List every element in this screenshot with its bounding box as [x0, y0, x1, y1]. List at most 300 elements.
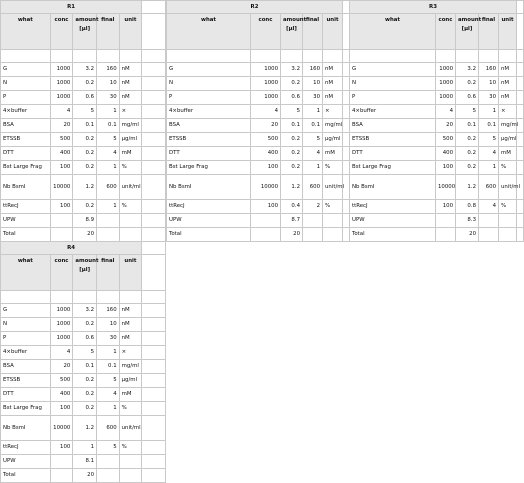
table-row — [350, 105, 524, 119]
table-row — [1, 346, 166, 360]
column-header-amount: amount [µl] — [73, 255, 97, 291]
empty-cell — [142, 63, 166, 77]
cell-final: 10 — [479, 77, 499, 91]
empty-cell — [281, 50, 303, 63]
table-row — [167, 175, 350, 200]
cell-what: BSA — [1, 360, 51, 374]
cell-unit: µg/ml — [323, 133, 343, 147]
cell-conc: 1000 — [50, 91, 73, 105]
cell-what: ETSSB — [167, 133, 251, 147]
table-row — [167, 77, 350, 91]
cell-final: 30 — [303, 91, 323, 105]
cell-what: ttRecJ — [1, 441, 51, 455]
cell-unit: nM — [499, 63, 517, 77]
cell-unit: µg/ml — [119, 374, 142, 388]
table-header-row — [1, 14, 166, 50]
cell-conc: 10000 — [50, 416, 73, 441]
table-row — [167, 228, 350, 242]
cell-conc: 1000 — [50, 77, 73, 91]
column-header-final: final — [97, 14, 120, 50]
column-header-conc: conc — [50, 14, 73, 50]
cell-unit: mM — [499, 147, 517, 161]
empty-cell — [517, 200, 524, 214]
cell-final: 600 — [303, 175, 323, 200]
empty-cell — [142, 332, 166, 346]
table-row — [1, 469, 166, 483]
cell-what: Bst Large Frag — [1, 402, 51, 416]
table-r4 — [0, 241, 166, 483]
empty-cell — [1, 291, 51, 304]
cell-amount: 0.2 — [73, 77, 97, 91]
cell-conc: 100 — [50, 161, 73, 175]
table-row — [1, 161, 166, 175]
cell-final: 10 — [97, 77, 120, 91]
cell-unit: mg/ml — [499, 119, 517, 133]
cell-what: ttRecJ — [1, 200, 51, 214]
table-row — [350, 63, 524, 77]
cell-unit: nM — [323, 77, 343, 91]
cell-final: 1 — [479, 161, 499, 175]
empty-cell — [142, 360, 166, 374]
table-row — [167, 147, 350, 161]
column-header-what: what — [167, 14, 251, 50]
cell-what: UPW — [1, 214, 51, 228]
cell-conc: 4 — [50, 105, 73, 119]
cell-unit: mg/ml — [323, 119, 343, 133]
cell-unit — [499, 214, 517, 228]
cell-what: BSA — [167, 119, 251, 133]
cell-final: 10 — [97, 318, 120, 332]
cell-conc: 500 — [436, 133, 456, 147]
cell-amount: 1.2 — [456, 175, 479, 200]
cell-conc: 4 — [251, 105, 281, 119]
cell-what: Total — [1, 228, 51, 242]
cell-final: 5 — [97, 374, 120, 388]
cell-what: N — [1, 77, 51, 91]
cell-what: ttRecJ — [167, 200, 251, 214]
cell-unit: nM — [119, 63, 142, 77]
empty-cell — [142, 91, 166, 105]
cell-amount: 20 — [73, 469, 97, 483]
table-row — [1, 416, 166, 441]
cell-unit — [323, 214, 343, 228]
cell-what: ttRecJ — [350, 200, 436, 214]
cell-final: 4 — [97, 147, 120, 161]
cell-final — [479, 228, 499, 242]
cell-unit: × — [323, 105, 343, 119]
cell-final: 600 — [97, 416, 120, 441]
cell-amount: 8.7 — [281, 214, 303, 228]
cell-final: 1 — [97, 161, 120, 175]
cell-final: 1 — [97, 346, 120, 360]
cell-amount: 5 — [73, 346, 97, 360]
cell-amount: 8.3 — [456, 214, 479, 228]
cell-conc — [50, 469, 73, 483]
empty-cell — [499, 50, 517, 63]
cell-amount: 0.2 — [456, 133, 479, 147]
empty-cell — [517, 147, 524, 161]
cell-final: 1 — [97, 105, 120, 119]
cell-conc: 20 — [50, 119, 73, 133]
cell-what: P — [1, 91, 51, 105]
cell-conc: 100 — [251, 161, 281, 175]
cell-amount: 0.2 — [456, 77, 479, 91]
cell-unit: unit/ml — [323, 175, 343, 200]
empty-cell — [142, 119, 166, 133]
cell-unit: mM — [119, 388, 142, 402]
table-row — [167, 105, 350, 119]
cell-amount: 0.2 — [73, 200, 97, 214]
cell-final: 1 — [479, 105, 499, 119]
cell-what: Bst Large Frag — [1, 161, 51, 175]
cell-unit: % — [323, 200, 343, 214]
table-row — [350, 77, 524, 91]
cell-final: 4 — [303, 147, 323, 161]
cell-amount: 0.2 — [456, 161, 479, 175]
cell-final: 5 — [97, 133, 120, 147]
cell-amount: 0.6 — [73, 91, 97, 105]
cell-conc: 1000 — [436, 77, 456, 91]
empty-cell — [142, 147, 166, 161]
cell-unit: % — [119, 402, 142, 416]
cell-unit: unit/ml — [119, 416, 142, 441]
cell-unit — [499, 228, 517, 242]
cell-amount: 0.2 — [281, 133, 303, 147]
table-row — [1, 318, 166, 332]
cell-final: 160 — [479, 63, 499, 77]
empty-cell — [517, 228, 524, 242]
empty-cell — [142, 304, 166, 318]
cell-amount: 0.2 — [281, 147, 303, 161]
empty-cell — [517, 133, 524, 147]
cell-amount: 0.2 — [73, 374, 97, 388]
cell-unit — [323, 228, 343, 242]
cell-amount: 3.2 — [73, 304, 97, 318]
table-row — [167, 200, 350, 214]
cell-final — [97, 214, 120, 228]
cell-conc: 400 — [436, 147, 456, 161]
empty-cell — [142, 416, 166, 441]
cell-final: 0.1 — [479, 119, 499, 133]
blank-row — [1, 291, 166, 304]
table-row — [167, 214, 350, 228]
column-header-conc: conc — [251, 14, 281, 50]
cell-unit: % — [499, 161, 517, 175]
cell-what: N — [1, 318, 51, 332]
cell-what: Total — [350, 228, 436, 242]
cell-final: 30 — [479, 91, 499, 105]
cell-conc: 1000 — [50, 63, 73, 77]
cell-unit: unit/ml — [499, 175, 517, 200]
cell-unit: × — [119, 346, 142, 360]
cell-conc: 1000 — [251, 63, 281, 77]
cell-amount: 3.2 — [73, 63, 97, 77]
column-header-final: final — [303, 14, 323, 50]
table-row — [167, 133, 350, 147]
empty-cell — [119, 50, 142, 63]
table-title-row — [350, 1, 524, 14]
empty-cell — [142, 455, 166, 469]
cell-amount: 20 — [73, 228, 97, 242]
empty-cell — [142, 50, 166, 63]
cell-final: 1 — [97, 402, 120, 416]
empty-cell — [50, 50, 73, 63]
empty-cell — [142, 161, 166, 175]
column-header-unit: unit — [323, 14, 343, 50]
blank-row — [1, 50, 166, 63]
cell-what: Bst Large Frag — [350, 161, 436, 175]
table-header-row — [1, 255, 166, 291]
empty-cell — [142, 388, 166, 402]
cell-amount: 0.4 — [281, 200, 303, 214]
cell-what: 4×buffer — [167, 105, 251, 119]
table-row — [1, 402, 166, 416]
empty-cell — [167, 50, 251, 63]
cell-what: ETSSB — [1, 374, 51, 388]
column-header-what: what — [1, 255, 51, 291]
cell-unit: mg/ml — [119, 119, 142, 133]
cell-unit: µg/ml — [119, 133, 142, 147]
column-header-what: what — [1, 14, 51, 50]
table-title: R2 — [167, 1, 343, 14]
cell-final: 1 — [303, 105, 323, 119]
cell-what: DTT — [1, 388, 51, 402]
cell-conc: 1000 — [436, 63, 456, 77]
cell-amount: 0.2 — [73, 388, 97, 402]
cell-amount: 0.6 — [456, 91, 479, 105]
cell-amount: 0.1 — [73, 119, 97, 133]
cell-final: 2 — [303, 200, 323, 214]
empty-cell — [517, 1, 524, 14]
cell-what: BSA — [1, 119, 51, 133]
cell-unit: × — [119, 105, 142, 119]
empty-cell — [142, 228, 166, 242]
cell-unit — [119, 228, 142, 242]
cell-amount: 20 — [456, 228, 479, 242]
cell-unit: % — [323, 161, 343, 175]
table-row — [167, 119, 350, 133]
cell-final: 600 — [97, 175, 120, 200]
cell-final — [479, 214, 499, 228]
table-title-row — [167, 1, 350, 14]
cell-amount: 0.1 — [456, 119, 479, 133]
table-row — [1, 332, 166, 346]
empty-cell — [479, 50, 499, 63]
cell-final: 4 — [97, 388, 120, 402]
cell-what: Nb BsmI — [167, 175, 251, 200]
empty-cell — [517, 161, 524, 175]
cell-conc: 100 — [50, 200, 73, 214]
cell-amount: 1 — [73, 441, 97, 455]
cell-final: 160 — [97, 304, 120, 318]
cell-conc — [436, 228, 456, 242]
table-row — [1, 228, 166, 242]
empty-cell — [142, 200, 166, 214]
table-row — [1, 441, 166, 455]
cell-conc: 1000 — [251, 91, 281, 105]
cell-what: DTT — [350, 147, 436, 161]
cell-amount: 0.2 — [456, 147, 479, 161]
table-title: R4 — [1, 242, 142, 255]
cell-unit: nM — [119, 332, 142, 346]
column-header-final: final — [479, 14, 499, 50]
cell-amount: 0.2 — [73, 318, 97, 332]
cell-amount: 0.6 — [281, 91, 303, 105]
cell-conc — [50, 214, 73, 228]
cell-what: UPW — [1, 455, 51, 469]
empty-cell — [142, 242, 166, 255]
empty-cell — [73, 50, 97, 63]
empty-cell — [142, 175, 166, 200]
table-row — [350, 133, 524, 147]
cell-conc: 100 — [251, 200, 281, 214]
cell-conc: 1000 — [50, 332, 73, 346]
empty-cell — [517, 91, 524, 105]
table-title: R3 — [350, 1, 517, 14]
table-row — [1, 360, 166, 374]
empty-cell — [350, 50, 436, 63]
cell-conc: 20 — [50, 360, 73, 374]
empty-cell — [142, 374, 166, 388]
table-row — [1, 455, 166, 469]
table-row — [350, 161, 524, 175]
column-header-conc: conc — [436, 14, 456, 50]
cell-conc: 20 — [251, 119, 281, 133]
cell-conc — [251, 228, 281, 242]
table-row — [1, 63, 166, 77]
cell-amount: 3.2 — [456, 63, 479, 77]
cell-conc: 100 — [436, 161, 456, 175]
cell-final: 5 — [97, 441, 120, 455]
empty-cell — [142, 346, 166, 360]
cell-conc — [50, 455, 73, 469]
table-row — [350, 228, 524, 242]
cell-amount: 8.9 — [73, 214, 97, 228]
table-row — [350, 214, 524, 228]
cell-conc: 500 — [50, 133, 73, 147]
empty-cell — [142, 214, 166, 228]
empty-cell — [142, 291, 166, 304]
blank-row — [350, 50, 524, 63]
cell-final: 160 — [303, 63, 323, 77]
cell-what: Nb BsmI — [350, 175, 436, 200]
table-title: R1 — [1, 1, 142, 14]
table-header-row — [167, 14, 350, 50]
table-row — [1, 119, 166, 133]
cell-what: UPW — [167, 214, 251, 228]
cell-amount: 3.2 — [281, 63, 303, 77]
cell-what: P — [167, 91, 251, 105]
cell-final: 1 — [303, 161, 323, 175]
cell-what: G — [167, 63, 251, 77]
empty-cell — [142, 441, 166, 455]
cell-conc: 10000 — [251, 175, 281, 200]
column-header-amount: amount [µl] — [456, 14, 479, 50]
cell-what: DTT — [1, 147, 51, 161]
empty-cell — [517, 105, 524, 119]
cell-amount: 0.2 — [281, 77, 303, 91]
cell-what: Total — [1, 469, 51, 483]
empty-cell — [142, 469, 166, 483]
cell-final: 160 — [97, 63, 120, 77]
column-header-conc: conc — [50, 255, 73, 291]
empty-cell — [517, 14, 524, 50]
cell-unit — [119, 455, 142, 469]
cell-what: ETSSB — [1, 133, 51, 147]
cell-final — [303, 214, 323, 228]
cell-what: BSA — [350, 119, 436, 133]
empty-cell — [1, 50, 51, 63]
table-row — [167, 63, 350, 77]
cell-final: 0.1 — [303, 119, 323, 133]
cell-what: 4×buffer — [1, 346, 51, 360]
cell-what: DTT — [167, 147, 251, 161]
cell-conc: 100 — [50, 441, 73, 455]
empty-cell — [97, 50, 120, 63]
column-header-what: what — [350, 14, 436, 50]
cell-amount: 0.8 — [456, 200, 479, 214]
table-row — [1, 77, 166, 91]
cell-amount: 5 — [73, 105, 97, 119]
empty-cell — [142, 77, 166, 91]
cell-final: 4 — [479, 147, 499, 161]
cell-conc — [251, 214, 281, 228]
cell-unit: unit/ml — [119, 175, 142, 200]
empty-cell — [251, 50, 281, 63]
empty-cell — [323, 50, 343, 63]
cell-conc: 500 — [251, 133, 281, 147]
cell-amount: 0.6 — [73, 332, 97, 346]
cell-unit: nM — [119, 304, 142, 318]
cell-what: ETSSB — [350, 133, 436, 147]
cell-final — [97, 469, 120, 483]
cell-final: 30 — [97, 332, 120, 346]
empty-cell — [303, 50, 323, 63]
cell-conc: 1000 — [251, 77, 281, 91]
cell-conc: 400 — [50, 147, 73, 161]
cell-conc — [50, 228, 73, 242]
cell-unit: % — [119, 200, 142, 214]
cell-what: Bst Large Frag — [167, 161, 251, 175]
cell-amount: 5 — [456, 105, 479, 119]
table-row — [1, 147, 166, 161]
cell-amount: 0.2 — [281, 161, 303, 175]
table-row — [350, 175, 524, 200]
cell-unit: % — [499, 200, 517, 214]
cell-final: 5 — [479, 133, 499, 147]
cell-final — [303, 228, 323, 242]
table-title-row — [1, 242, 166, 255]
table-row — [1, 175, 166, 200]
empty-cell — [142, 133, 166, 147]
cell-conc: 100 — [436, 200, 456, 214]
cell-conc: 1000 — [50, 318, 73, 332]
table-r2 — [166, 0, 350, 242]
cell-what: Total — [167, 228, 251, 242]
table-r1 — [0, 0, 166, 242]
cell-amount: 1.2 — [73, 416, 97, 441]
cell-unit: µg/ml — [499, 133, 517, 147]
table-row — [1, 388, 166, 402]
cell-amount: 0.2 — [73, 133, 97, 147]
table-row — [1, 304, 166, 318]
table-title-row — [1, 1, 166, 14]
table-header-row — [350, 14, 524, 50]
cell-unit: mM — [323, 147, 343, 161]
cell-final: 30 — [97, 91, 120, 105]
table-row — [1, 105, 166, 119]
table-row — [1, 133, 166, 147]
